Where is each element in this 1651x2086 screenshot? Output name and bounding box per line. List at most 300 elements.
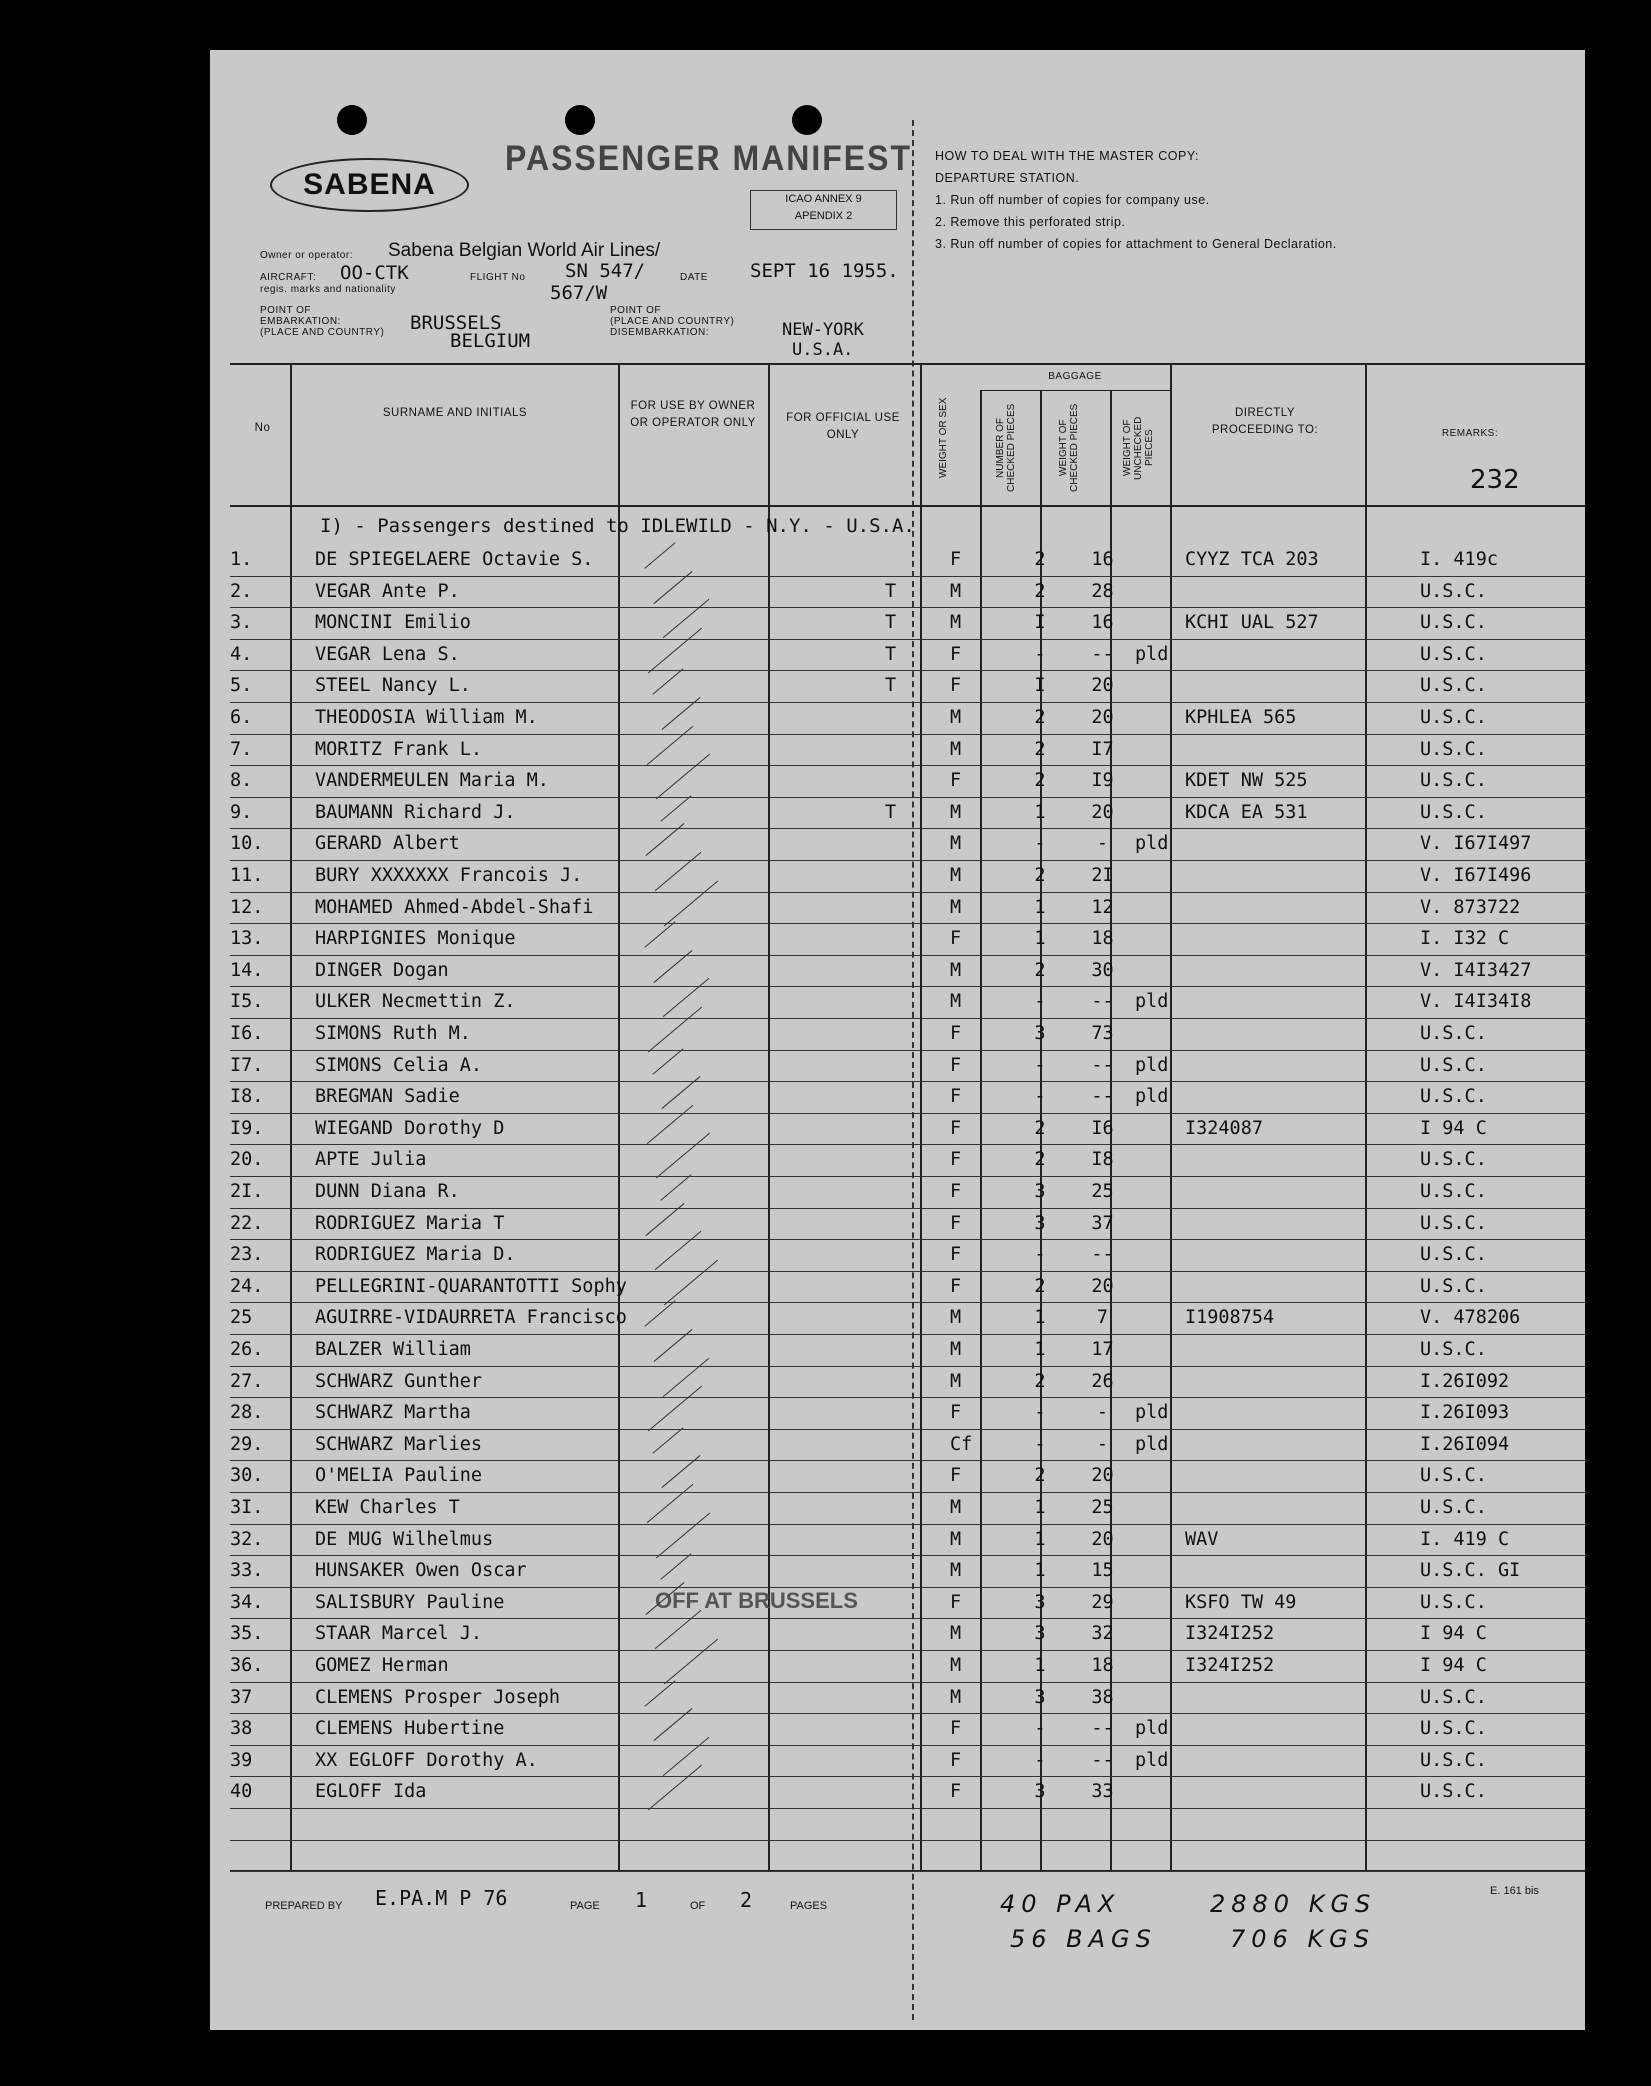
date-label: DATE xyxy=(680,272,708,283)
table-header-rule xyxy=(230,505,1585,507)
cell-name: MONCINI Emilio xyxy=(315,612,471,634)
cell-name: APTE Julia xyxy=(315,1149,427,1171)
disemb-label-line: POINT OF xyxy=(610,305,662,316)
cell-sex: M xyxy=(950,1686,962,1708)
table-row xyxy=(230,1430,1585,1461)
cell-wt: 20 xyxy=(1091,1528,1114,1550)
cell-name: ULKER Necmettin Z. xyxy=(315,991,516,1013)
cell-sex: M xyxy=(950,1560,962,1582)
table-row xyxy=(230,1777,1585,1808)
cell-unc: pld xyxy=(1135,1402,1169,1424)
cell-rem: U.S.C. xyxy=(1420,801,1487,823)
cell-no: 40 xyxy=(230,1781,253,1803)
cell-name: GERARD Albert xyxy=(315,833,460,855)
cell-sex: F xyxy=(950,1749,962,1771)
embark-value: BRUSSELS xyxy=(410,312,502,334)
cell-no: 12. xyxy=(230,896,264,918)
cell-wt: 18 xyxy=(1091,928,1114,950)
cell-wt: 17 xyxy=(1091,1339,1114,1360)
table-row xyxy=(230,608,1585,639)
baggage-rule xyxy=(980,390,1170,391)
sabena-logo xyxy=(270,158,469,212)
cell-sex: F xyxy=(950,675,962,697)
cell-rem: U.S.C. xyxy=(1420,1181,1487,1202)
cell-wt: - xyxy=(1096,833,1109,855)
cell-rem: U.S.C. xyxy=(1420,1591,1487,1613)
cell-sex: M xyxy=(950,959,962,981)
row-rule xyxy=(230,1871,1585,1872)
cell-sex: F xyxy=(950,1591,962,1613)
cell-wt: 33 xyxy=(1091,1781,1114,1803)
cell-sex: Cf xyxy=(950,1433,973,1455)
cell-pcs: I xyxy=(1034,612,1046,634)
cell-rem: I.26I094 xyxy=(1420,1433,1510,1455)
cell-pcs: - xyxy=(1034,1054,1046,1076)
cell-wt: -- xyxy=(1091,991,1114,1013)
cell-no: 10. xyxy=(230,833,264,855)
cell-no: 38 xyxy=(230,1718,253,1740)
cell-no: 14. xyxy=(230,959,264,981)
cell-pcs: 1 xyxy=(1034,801,1046,823)
table-row xyxy=(230,1461,1585,1492)
cell-pcs: 2 xyxy=(1034,707,1046,728)
cell-rem: I.26I093 xyxy=(1420,1402,1510,1424)
cell-no: 20. xyxy=(230,1149,264,1171)
cell-no: 2. xyxy=(230,580,253,602)
cell-rem: V. 478206 xyxy=(1420,1307,1521,1329)
cell-wt: 26 xyxy=(1091,1370,1114,1392)
col-header-official-use: FOR OFFICIAL USE ONLY xyxy=(786,412,900,441)
embark-label-line: POINT OF xyxy=(260,305,312,316)
table-row xyxy=(230,1525,1585,1556)
cell-name: HUNSAKER Owen Oscar xyxy=(315,1560,527,1582)
embark-label xyxy=(260,305,384,338)
cell-sex: M xyxy=(950,896,962,918)
cell-name: CLEMENS Hubertine xyxy=(315,1718,505,1740)
cell-no: 8. xyxy=(230,770,253,792)
total-pax-kgs: 2880 KGS xyxy=(1210,1890,1377,1918)
cell-pcs: - xyxy=(1034,991,1046,1013)
cell-sex: F xyxy=(950,1181,962,1202)
cell-wt: 25 xyxy=(1091,1181,1114,1202)
cell-name: RODRIGUEZ Maria D. xyxy=(315,1244,516,1266)
cell-no: 22. xyxy=(230,1212,264,1234)
cell-sex: M xyxy=(950,1623,962,1645)
cell-rem: U.S.C. xyxy=(1420,1497,1487,1518)
cell-name: GOMEZ Herman xyxy=(315,1655,449,1676)
cell-rem: U.S.C. xyxy=(1420,1054,1487,1076)
table-row xyxy=(230,703,1585,734)
cell-pcs: 3 xyxy=(1034,1591,1046,1613)
embark-label-line: (PLACE AND COUNTRY) xyxy=(260,327,385,338)
page-title: PASSENGER MANIFEST xyxy=(505,138,912,178)
cell-name: SIMONS Celia A. xyxy=(315,1054,483,1076)
table-row xyxy=(230,1209,1585,1240)
row-rule xyxy=(230,1840,1585,1841)
cell-dir: WAV xyxy=(1185,1528,1219,1550)
cell-dir: KDCA EA 531 xyxy=(1185,801,1308,823)
table-row xyxy=(230,987,1585,1018)
cell-dir: I324087 xyxy=(1185,1117,1263,1139)
cell-sex: F xyxy=(950,928,962,950)
table-row xyxy=(230,577,1585,608)
cell-wt: 73 xyxy=(1091,1023,1114,1044)
cell-name: STAAR Marcel J. xyxy=(315,1623,483,1645)
table-row xyxy=(230,798,1585,829)
cell-rem: U.S.C. xyxy=(1420,580,1487,602)
col-header-checked-weight: WEIGHT OF CHECKED PIECES xyxy=(1058,403,1080,493)
table-row xyxy=(230,1335,1585,1366)
punch-hole xyxy=(792,105,822,135)
col-header-proceeding: DIRECTLY PROCEEDING TO: xyxy=(1211,407,1319,436)
cell-name: VEGAR Ante P. xyxy=(315,580,460,602)
cell-no: 35. xyxy=(230,1623,264,1645)
cell-rem: U.S.C. xyxy=(1420,1244,1487,1266)
cell-pcs: - xyxy=(1034,643,1046,665)
cell-rem: I.26I092 xyxy=(1420,1370,1510,1392)
cell-name: SCHWARZ Marlies xyxy=(315,1433,483,1455)
cell-rem: I 94 C xyxy=(1420,1655,1487,1676)
table-row xyxy=(230,735,1585,766)
cell-no: 5. xyxy=(230,675,253,697)
cell-rem: V. I67I496 xyxy=(1420,865,1532,886)
table-row xyxy=(230,545,1585,576)
disemb-value: NEW-YORK xyxy=(782,320,864,340)
row-rule xyxy=(230,1808,1585,1809)
cell-name: DE MUG Wilhelmus xyxy=(315,1528,494,1550)
cell-no: 11. xyxy=(230,865,264,886)
cell-pcs: 3 xyxy=(1034,1686,1046,1708)
cell-pcs: 1 xyxy=(1034,1560,1046,1582)
cell-sex: F xyxy=(950,1149,962,1171)
cell-pcs: 2 xyxy=(1034,1117,1046,1139)
instructions xyxy=(935,145,1535,255)
cell-no: 1. xyxy=(230,549,253,570)
cell-wt: -- xyxy=(1091,643,1114,665)
cell-wt: I6 xyxy=(1091,1117,1114,1139)
cell-unc: pld xyxy=(1135,833,1169,855)
cell-pcs: - xyxy=(1034,1718,1046,1740)
cell-name: XX EGLOFF Dorothy A. xyxy=(315,1749,538,1771)
instructions-sub: DEPARTURE STATION. xyxy=(935,171,1080,185)
table-row xyxy=(230,671,1585,702)
cell-wt: 20 xyxy=(1091,675,1114,697)
cell-name: PELLEGRINI-QUARANTOTTI Sophy xyxy=(315,1275,627,1297)
cell-unc: pld xyxy=(1135,1054,1169,1076)
cell-wt: -- xyxy=(1091,1244,1114,1266)
cell-pcs: 1 xyxy=(1034,1307,1046,1329)
cell-pcs: 2 xyxy=(1034,1275,1046,1297)
cell-no: 25 xyxy=(230,1307,253,1329)
owner-label: Owner or operator: xyxy=(260,250,353,261)
cell-no: 24. xyxy=(230,1275,264,1297)
table-row xyxy=(230,1082,1585,1113)
cell-name: SIMONS Ruth M. xyxy=(315,1023,471,1044)
cell-no: I9. xyxy=(230,1117,264,1139)
date-value: SEPT 16 1955. xyxy=(750,260,899,282)
table-row xyxy=(230,829,1585,860)
table-row xyxy=(230,956,1585,987)
disemb-label xyxy=(610,305,734,338)
cell-name: CLEMENS Prosper Joseph xyxy=(315,1686,561,1708)
table-row xyxy=(230,766,1585,797)
cell-name: THEODOSIA William M. xyxy=(315,707,538,728)
disemb-label-line: (PLACE AND COUNTRY) xyxy=(610,316,735,327)
cell-pcs: 1 xyxy=(1034,1528,1046,1550)
cell-no: I5. xyxy=(230,991,264,1013)
cell-rem: I. 419 C xyxy=(1420,1528,1510,1550)
col-header-no: No xyxy=(254,422,271,434)
page-value: 1 xyxy=(635,1888,648,1912)
instruction-item: 2. Remove this perforated strip. xyxy=(935,215,1126,229)
cell-wt: 12 xyxy=(1091,896,1114,918)
cell-no: 23. xyxy=(230,1244,264,1266)
cell-sex: M xyxy=(950,612,962,634)
cell-name: RODRIGUEZ Maria T xyxy=(315,1212,505,1234)
prepared-value: E.PA.M P 76 xyxy=(375,1886,508,1910)
cell-rem: I. I32 C xyxy=(1420,928,1510,950)
table-row xyxy=(230,1145,1585,1176)
cell-name: O'MELIA Pauline xyxy=(315,1465,483,1487)
total-bags: 56 BAGS xyxy=(1010,1925,1157,1953)
table-row xyxy=(230,1303,1585,1334)
cell-name: DE SPIEGELAERE Octavie S. xyxy=(315,549,594,570)
cell-sex: M xyxy=(950,991,962,1013)
cell-mark: T xyxy=(885,801,897,823)
cell-sex: F xyxy=(950,770,962,792)
table-row xyxy=(230,1493,1585,1524)
page-label: PAGE xyxy=(570,1900,600,1912)
cell-pcs: 3 xyxy=(1034,1181,1046,1202)
cell-wt: I9 xyxy=(1091,770,1114,792)
table-row xyxy=(230,1556,1585,1587)
cell-pcs: 2 xyxy=(1034,865,1046,886)
punch-hole xyxy=(565,105,595,135)
col-header-baggage: BAGGAGE xyxy=(1048,371,1102,382)
table-row xyxy=(230,1651,1585,1682)
cell-dir: I324I252 xyxy=(1185,1623,1275,1645)
cell-rem: U.S.C. xyxy=(1420,1149,1487,1171)
cell-mark: OFF AT BRUSSELS xyxy=(655,1587,858,1613)
icao-box xyxy=(750,190,897,230)
cell-pcs: 2 xyxy=(1034,770,1046,792)
cell-no: 39 xyxy=(230,1749,253,1771)
cell-pcs: - xyxy=(1034,1086,1046,1108)
cell-pcs: 1 xyxy=(1034,928,1046,950)
cell-no: 33. xyxy=(230,1560,264,1582)
cell-wt: I8 xyxy=(1091,1149,1114,1171)
cell-rem: U.S.C. xyxy=(1420,1023,1487,1044)
cell-pcs: 1 xyxy=(1034,1497,1046,1518)
cell-sex: F xyxy=(950,1086,962,1108)
cell-sex: F xyxy=(950,1023,962,1044)
cell-rem: V. I67I497 xyxy=(1420,833,1532,855)
cell-rem: U.S.C. xyxy=(1420,1212,1487,1234)
cell-sex: M xyxy=(950,1370,962,1392)
owner-value: Sabena Belgian World Air Lines/ xyxy=(388,240,661,261)
cell-sex: F xyxy=(950,1402,962,1424)
flight-label: FLIGHT No xyxy=(470,272,526,283)
cell-dir: I324I252 xyxy=(1185,1655,1275,1676)
cell-sex: M xyxy=(950,1655,962,1676)
cell-unc: pld xyxy=(1135,1718,1169,1740)
cell-wt: 16 xyxy=(1091,549,1114,570)
cell-rem: I 94 C xyxy=(1420,1117,1487,1139)
col-header-owner-use: FOR USE BY OWNER OR OPERATOR ONLY xyxy=(630,400,756,429)
cell-wt: 18 xyxy=(1091,1655,1114,1676)
cell-mark: T xyxy=(885,675,897,697)
cell-pcs: 2 xyxy=(1034,1465,1046,1487)
cell-pcs: 3 xyxy=(1034,1781,1046,1803)
table-row xyxy=(230,893,1585,924)
cell-sex: F xyxy=(950,1275,962,1297)
cell-name: WIEGAND Dorothy D xyxy=(315,1117,505,1139)
cell-wt: 28 xyxy=(1091,580,1114,602)
cell-wt: - xyxy=(1096,1433,1109,1455)
cell-wt: 20 xyxy=(1091,707,1114,728)
cell-wt: 7 xyxy=(1096,1307,1109,1329)
cell-wt: -- xyxy=(1091,1054,1114,1076)
cell-dir: KDET NW 525 xyxy=(1185,770,1308,792)
cell-wt: 2I xyxy=(1091,865,1114,886)
cell-name: AGUIRRE-VIDAURRETA Francisco xyxy=(315,1307,627,1329)
cell-sex: F xyxy=(950,1465,962,1487)
cell-rem: I 94 C xyxy=(1420,1623,1487,1645)
section-heading: I) - Passengers destined to IDLEWILD - N.Y. - U.S.A. xyxy=(320,515,915,537)
flight-value-alt: 567/W xyxy=(550,282,608,304)
table-row xyxy=(230,1177,1585,1208)
cell-sex: M xyxy=(950,865,962,886)
cell-sex: F xyxy=(950,1244,962,1266)
cell-pcs: 1 xyxy=(1034,896,1046,918)
table-row xyxy=(230,1619,1585,1650)
cell-pcs: 2 xyxy=(1034,549,1046,570)
cell-unc: pld xyxy=(1135,1433,1169,1455)
embark-label-line: EMBARKATION: xyxy=(260,316,341,327)
flight-value: SN 547/ xyxy=(565,260,646,282)
logo-text: SABENA xyxy=(303,168,436,201)
cell-pcs: 2 xyxy=(1034,738,1046,760)
table-row xyxy=(230,1714,1585,1745)
cell-unc: pld xyxy=(1135,1749,1169,1771)
cell-rem: U.S.C. xyxy=(1420,1749,1487,1771)
cell-rem: U.S.C. xyxy=(1420,675,1487,697)
cell-name: MORITZ Frank L. xyxy=(315,738,483,760)
cell-pcs: - xyxy=(1034,1749,1046,1771)
cell-name: BALZER William xyxy=(315,1339,471,1360)
cell-no: 9. xyxy=(230,801,253,823)
cell-sex: M xyxy=(950,1339,962,1360)
cell-name: KEW Charles T xyxy=(315,1497,460,1518)
cell-no: 4. xyxy=(230,643,253,665)
cell-sex: F xyxy=(950,643,962,665)
cell-wt: - xyxy=(1096,1402,1109,1424)
col-header-remarks: REMARKS: xyxy=(1441,428,1499,439)
cell-name: VANDERMEULEN Maria M. xyxy=(315,770,549,792)
cell-pcs: I xyxy=(1034,675,1046,697)
page-stamp-number: 232 xyxy=(1470,465,1520,495)
cell-pcs: 2 xyxy=(1034,580,1046,602)
cell-wt: 38 xyxy=(1091,1686,1114,1708)
cell-dir: CYYZ TCA 203 xyxy=(1185,549,1319,570)
cell-pcs: - xyxy=(1034,1433,1046,1455)
cell-name: MOHAMED Ahmed-Abdel-Shafi xyxy=(315,896,594,918)
cell-pcs: 1 xyxy=(1034,1655,1046,1676)
form-code: E. 161 bis xyxy=(1490,1885,1539,1897)
cell-rem: V. 873722 xyxy=(1420,896,1521,918)
cell-rem: V. I4I3427 xyxy=(1420,959,1532,981)
cell-rem: U.S.C. xyxy=(1420,612,1487,634)
cell-rem: U.S.C. xyxy=(1420,770,1487,792)
cell-wt: 30 xyxy=(1091,959,1114,981)
table-row xyxy=(230,1588,1585,1619)
cell-no: 32. xyxy=(230,1528,264,1550)
cell-no: I8. xyxy=(230,1086,264,1108)
instruction-item: 3. Run off number of copies for attachment to General Declaration. xyxy=(935,237,1337,251)
cell-sex: F xyxy=(950,1054,962,1076)
table-row xyxy=(230,924,1585,955)
aircraft-label: AIRCRAFT: xyxy=(260,272,317,283)
cell-wt: 29 xyxy=(1091,1591,1114,1613)
cell-wt: 15 xyxy=(1091,1560,1114,1582)
cell-no: 3. xyxy=(230,612,253,634)
cell-wt: 20 xyxy=(1091,1465,1114,1487)
cell-sex: M xyxy=(950,707,962,728)
cell-wt: 20 xyxy=(1091,801,1114,823)
cell-no: 30. xyxy=(230,1465,264,1487)
cell-name: SCHWARZ Gunther xyxy=(315,1370,483,1392)
table-row xyxy=(230,861,1585,892)
col-header-surname: SURNAME AND INITIALS xyxy=(382,407,528,419)
cell-wt: I7 xyxy=(1091,738,1114,760)
cell-rem: U.S.C. xyxy=(1420,643,1487,665)
table-row xyxy=(230,1240,1585,1271)
cell-wt: 37 xyxy=(1091,1212,1114,1234)
of-label: OF xyxy=(690,1900,706,1912)
cell-no: 29. xyxy=(230,1433,264,1455)
cell-rem: U.S.C. xyxy=(1420,1686,1487,1708)
cell-wt: -- xyxy=(1091,1086,1114,1108)
cell-pcs: 2 xyxy=(1034,1370,1046,1392)
cell-sex: F xyxy=(950,549,962,570)
cell-name: HARPIGNIES Monique xyxy=(315,928,516,950)
cell-rem: U.S.C. xyxy=(1420,1781,1487,1803)
cell-rem: U.S.C. xyxy=(1420,1465,1487,1487)
cell-name: DINGER Dogan xyxy=(315,959,449,981)
cell-dir: KSFO TW 49 xyxy=(1185,1591,1297,1613)
cell-no: 36. xyxy=(230,1655,264,1676)
col-header-checked-pieces: NUMBER OF CHECKED PIECES xyxy=(995,403,1017,493)
table-row xyxy=(230,1019,1585,1050)
instruction-item: 1. Run off number of copies for company use. xyxy=(935,193,1210,207)
cell-pcs: 2 xyxy=(1034,1149,1046,1171)
table-top-rule xyxy=(230,363,1585,365)
cell-no: 26. xyxy=(230,1339,264,1360)
cell-sex: F xyxy=(950,1212,962,1234)
cell-name: EGLOFF Ida xyxy=(315,1781,427,1803)
cell-name: DUNN Diana R. xyxy=(315,1181,460,1202)
total-bags-kgs: 706 KGS xyxy=(1230,1925,1376,1953)
pages-label: PAGES xyxy=(790,1900,828,1912)
cell-wt: -- xyxy=(1091,1749,1114,1771)
of-value: 2 xyxy=(740,1888,753,1912)
cell-unc: pld xyxy=(1135,991,1169,1013)
cell-no: 7. xyxy=(230,738,253,760)
table-row xyxy=(230,640,1585,671)
instructions-title: HOW TO DEAL WITH THE MASTER COPY: xyxy=(935,149,1199,163)
aircraft-value: OO-CTK xyxy=(340,262,409,284)
cell-sex: F xyxy=(950,1718,962,1740)
